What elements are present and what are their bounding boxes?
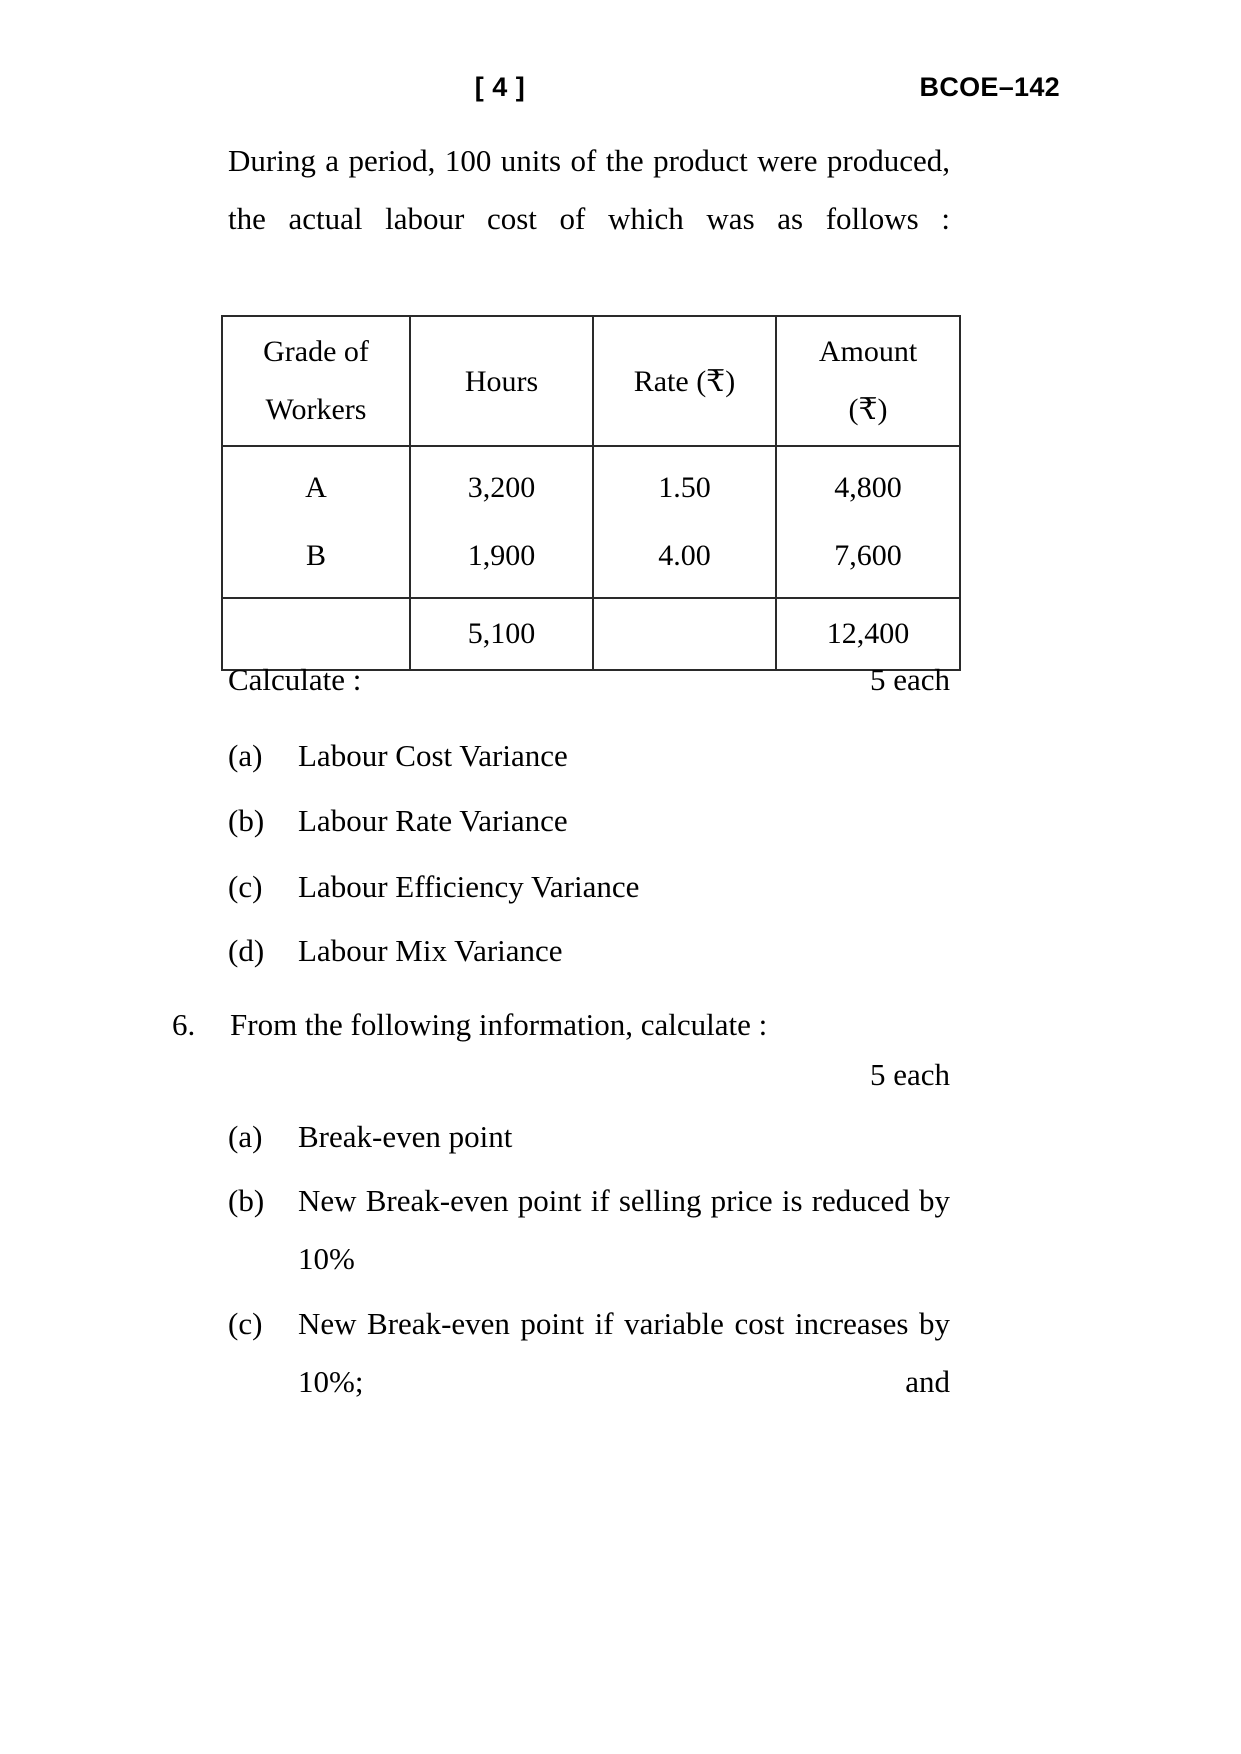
labour-cost-table [221,315,961,671]
column-header-amount-line2: (₹) [848,393,888,426]
paper-code: BCOE–142 [919,72,1060,102]
table-head [222,316,960,446]
list-item-text: New Break-even point if variable cost increases by 10%; and [298,1306,950,1399]
list-item-label: (c) [228,869,263,904]
list-item-label: (a) [228,1119,263,1154]
cell-rate-group [593,446,776,598]
calculate-label: Calculate : [228,662,362,697]
cell-grade-a: A [305,471,327,504]
labour-cost-table-wrapper [221,315,951,671]
list-item-label: (b) [228,1183,265,1218]
list-item-text: Labour Rate Variance [298,803,568,838]
column-header-amount [776,316,960,446]
list-item-label: (b) [228,803,265,838]
cell-hours-group [410,446,593,598]
cell-amount-b: 7,600 [834,539,902,572]
table-body [222,446,960,670]
column-header-hours: Hours [410,316,593,446]
column-header-grade-line2: Workers [265,393,367,426]
cell-rate-b: 4.00 [658,539,711,572]
cell-total-rate [593,598,776,670]
list-item-text: New Break-even point if selling price is reduced by 10% [298,1183,950,1276]
column-header-grade [222,316,410,446]
intro-paragraph: During a period, 100 units of the product were produced, the actual labour cost of which was as follows : [228,143,950,236]
column-header-grade-line1: Grade of [263,335,369,368]
cell-amount-a: 4,800 [834,471,902,504]
cell-hours-b: 1,900 [467,539,536,572]
cell-total-hours: 5,100 [410,598,593,670]
list-item-label: (d) [228,933,265,968]
calculate-marks: 5 each [869,662,950,697]
table-total-row [222,598,960,670]
table-header-row [222,316,960,446]
cell-hours-a: 3,200 [467,471,536,504]
list-item-text: Break-even point [298,1119,513,1154]
column-header-rate: Rate (₹) [593,316,776,446]
list-item-label: (c) [228,1306,263,1341]
table-row [222,446,960,598]
cell-rate-a: 1.50 [658,471,711,504]
question-6-marks: 5 each [869,1057,950,1092]
cell-grade-b: B [305,539,326,572]
intro-paragraph-block [228,132,950,306]
list-item-text: Labour Cost Variance [298,738,568,773]
page-header [180,72,1060,112]
page-number: [ 4 ] [474,72,526,102]
calculate-row [228,662,950,698]
cell-total-amount: 12,400 [776,598,960,670]
list-item-text: Labour Efficiency Variance [298,869,640,904]
question-stem: From the following information, calculate : [230,1007,768,1042]
list-item-label: (a) [228,738,263,773]
cell-grade-group [222,446,410,598]
cell-total-grade [222,598,410,670]
column-header-amount-line1: Amount [818,335,918,368]
cell-amount-group [776,446,960,598]
list-item-text: Labour Mix Variance [298,933,563,968]
question-number: 6. [172,1007,196,1042]
